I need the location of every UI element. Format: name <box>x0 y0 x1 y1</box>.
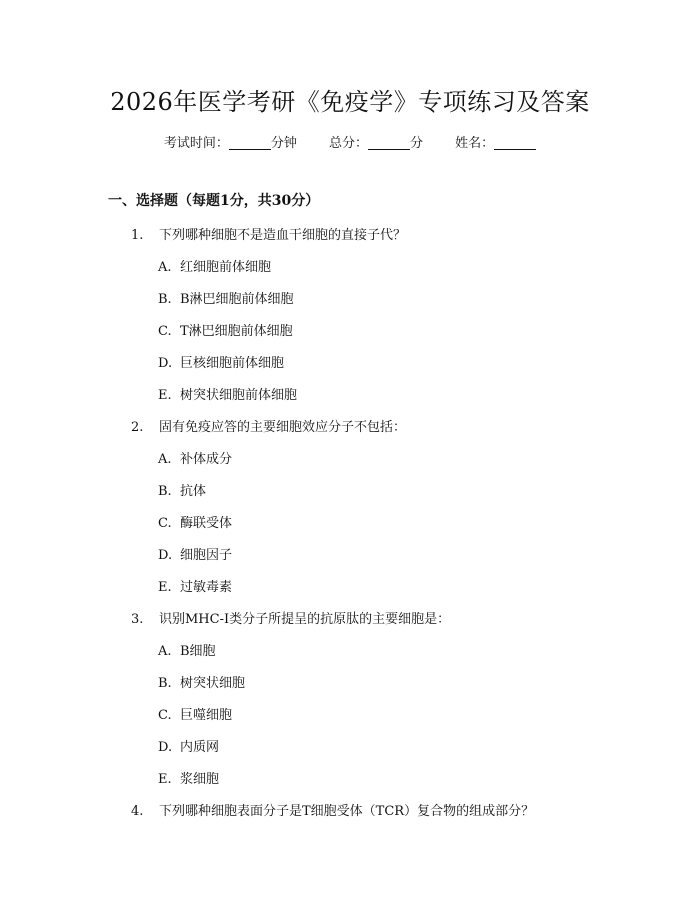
option-letter: E. <box>158 772 172 787</box>
option-letter: D. <box>158 548 173 563</box>
question-3-option-d <box>158 736 219 755</box>
question-3-option-b <box>158 672 245 691</box>
question-number: 4. <box>131 804 144 819</box>
option-text: 抗体 <box>180 484 207 499</box>
exam-time-unit: 分钟 <box>270 136 297 151</box>
option-letter: A. <box>158 452 172 467</box>
option-letter: D. <box>158 356 173 371</box>
option-text: 巨噬细胞 <box>180 708 233 723</box>
question-1-option-b <box>158 288 294 307</box>
exam-time-label: 考试时间： <box>163 136 229 151</box>
total-score-label: 总分： <box>328 136 368 151</box>
option-letter: E. <box>158 388 172 403</box>
option-text: 内质网 <box>180 740 220 755</box>
option-text: T淋巴细胞前体细胞 <box>180 324 293 339</box>
student-name-label: 姓名： <box>455 136 495 151</box>
option-letter: B. <box>158 292 172 307</box>
student-name-blank <box>494 136 536 150</box>
question-1-option-e <box>158 384 297 403</box>
question-2 <box>131 416 406 435</box>
option-letter: C. <box>158 516 172 531</box>
student-name-field <box>455 132 536 151</box>
option-letter: B. <box>158 484 172 499</box>
option-text: 补体成分 <box>180 452 233 467</box>
option-text: 红细胞前体细胞 <box>180 260 272 275</box>
question-3 <box>131 608 450 627</box>
option-letter: C. <box>158 324 172 339</box>
option-letter: A. <box>158 644 172 659</box>
question-2-option-d <box>158 544 232 563</box>
question-text: 下列哪种细胞表面分子是T细胞受体（TCR）复合物的组成部分？ <box>159 804 535 819</box>
option-letter: B. <box>158 676 172 691</box>
exam-time-field <box>164 132 297 151</box>
question-2-option-c <box>158 512 232 531</box>
option-text: B淋巴细胞前体细胞 <box>180 292 294 307</box>
exam-time-blank <box>229 136 271 150</box>
total-score-unit: 分 <box>410 136 424 151</box>
option-text: 酶联受体 <box>180 516 233 531</box>
question-2-option-e <box>158 576 232 595</box>
option-text: 细胞因子 <box>180 548 233 563</box>
question-number: 1. <box>131 228 144 243</box>
question-3-option-c <box>158 704 232 723</box>
exam-info-line <box>0 132 700 151</box>
question-1-option-d <box>158 352 284 371</box>
question-number: 2. <box>131 420 144 435</box>
option-text: B细胞 <box>180 644 216 659</box>
question-2-option-a <box>158 448 232 467</box>
question-number: 3. <box>131 612 144 627</box>
question-1-option-c <box>158 320 293 339</box>
option-letter: A. <box>158 260 172 275</box>
section-heading-multiple-choice: 一、选择题（每题1分，共30分） <box>108 193 320 209</box>
question-1-option-a <box>158 256 271 275</box>
question-4 <box>131 800 534 819</box>
option-letter: E. <box>158 580 172 595</box>
question-3-option-e <box>158 768 219 787</box>
option-text: 巨核细胞前体细胞 <box>180 356 285 371</box>
total-score-field <box>329 132 423 151</box>
question-text: 固有免疫应答的主要细胞效应分子不包括： <box>159 420 407 435</box>
question-text: 识别MHC-I类分子所提呈的抗原肽的主要细胞是： <box>159 612 451 627</box>
option-text: 树突状细胞 <box>180 676 246 691</box>
option-letter: D. <box>158 740 173 755</box>
option-text: 树突状细胞前体细胞 <box>180 388 298 403</box>
question-1 <box>131 224 406 243</box>
question-3-option-a <box>158 640 216 659</box>
option-text: 过敏毒素 <box>180 580 233 595</box>
question-2-option-b <box>158 480 206 499</box>
option-letter: C. <box>158 708 172 723</box>
page-title: 2026年医学考研《免疫学》专项练习及答案 <box>110 88 590 116</box>
option-text: 浆细胞 <box>180 772 220 787</box>
question-text: 下列哪种细胞不是造血干细胞的直接子代？ <box>159 228 407 243</box>
total-score-blank <box>368 136 410 150</box>
